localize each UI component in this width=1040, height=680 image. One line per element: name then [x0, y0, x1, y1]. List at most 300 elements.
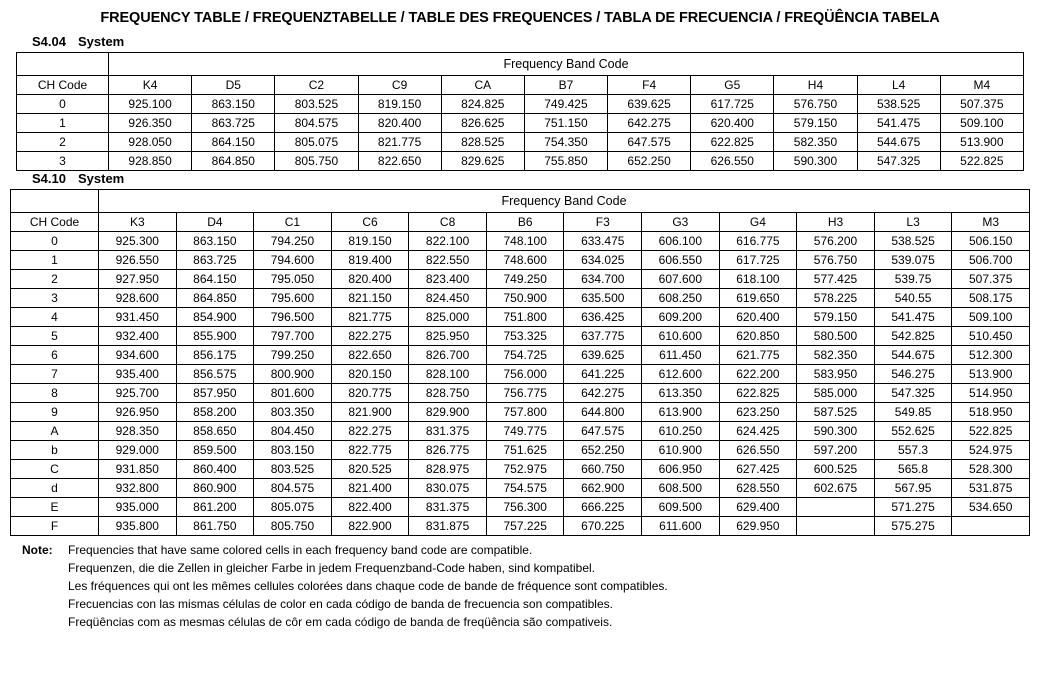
frequency-cell: 795.050: [254, 270, 332, 289]
band-code-header-cell: H4: [774, 76, 857, 95]
ch-code-cell: 8: [11, 384, 99, 403]
frequency-cell: 861.750: [176, 517, 254, 536]
frequency-cell: 856.575: [176, 365, 254, 384]
band-name-row: [11, 213, 1030, 232]
band-code-header-cell: D4: [176, 213, 254, 232]
frequency-cell: 670.225: [564, 517, 642, 536]
frequency-cell: 819.150: [331, 232, 409, 251]
frequency-cell: 932.800: [99, 479, 177, 498]
frequency-cell: 647.575: [608, 133, 691, 152]
frequency-cell: 617.725: [691, 95, 774, 114]
frequency-cell: 822.100: [409, 232, 487, 251]
frequency-cell: 608.500: [642, 479, 720, 498]
section-system-s410: System: [77, 171, 125, 186]
band-header-row: [11, 190, 1030, 213]
table-row: [11, 270, 1030, 289]
frequency-cell: 805.075: [254, 498, 332, 517]
ch-code-cell: 3: [17, 152, 109, 171]
frequency-cell: 864.150: [192, 133, 275, 152]
frequency-cell: 547.325: [874, 384, 952, 403]
frequency-cell: 613.350: [642, 384, 720, 403]
frequency-cell: 627.425: [719, 460, 797, 479]
band-code-header-cell: F4: [608, 76, 691, 95]
table-row: [11, 460, 1030, 479]
frequency-cell: 541.475: [857, 114, 940, 133]
table-row: [17, 133, 1024, 152]
frequency-cell: 610.600: [642, 327, 720, 346]
ch-code-header: CH Code: [17, 76, 109, 95]
frequency-cell: 820.400: [358, 114, 441, 133]
frequency-cell: 753.325: [486, 327, 564, 346]
frequency-cell: 824.825: [441, 95, 524, 114]
frequency-cell: 642.275: [608, 114, 691, 133]
frequency-cell: 828.975: [409, 460, 487, 479]
frequency-cell: 611.600: [642, 517, 720, 536]
frequency-cell: 647.575: [564, 422, 642, 441]
frequency-cell: 539.075: [874, 251, 952, 270]
frequency-cell: 620.400: [691, 114, 774, 133]
frequency-cell: 507.375: [952, 270, 1030, 289]
frequency-cell: 755.850: [524, 152, 607, 171]
band-code-header-cell: CA: [441, 76, 524, 95]
ch-code-cell: E: [11, 498, 99, 517]
frequency-table-s410: [10, 189, 1030, 536]
section-system-s404: System: [77, 34, 125, 49]
frequency-cell: 618.100: [719, 270, 797, 289]
band-code-header-cell: M3: [952, 213, 1030, 232]
frequency-cell: 800.900: [254, 365, 332, 384]
ch-code-cell: 4: [11, 308, 99, 327]
frequency-cell: 860.400: [176, 460, 254, 479]
frequency-cell: 577.425: [797, 270, 875, 289]
band-code-header-cell: L4: [857, 76, 940, 95]
frequency-cell: 751.800: [486, 308, 564, 327]
frequency-cell: 641.225: [564, 365, 642, 384]
frequency-cell: 756.775: [486, 384, 564, 403]
frequency-cell: 825.000: [409, 308, 487, 327]
frequency-cell: 576.750: [774, 95, 857, 114]
ch-code-cell: 7: [11, 365, 99, 384]
band-code-header-cell: C1: [254, 213, 332, 232]
frequency-cell: 803.350: [254, 403, 332, 422]
band-code-header-cell: M4: [940, 76, 1023, 95]
band-code-header-cell: H3: [797, 213, 875, 232]
frequency-cell: 826.625: [441, 114, 524, 133]
table-row: [11, 517, 1030, 536]
ch-code-cell: 1: [11, 251, 99, 270]
frequency-cell: 754.575: [486, 479, 564, 498]
frequency-cell: 644.800: [564, 403, 642, 422]
frequency-cell: 830.075: [409, 479, 487, 498]
ch-code-cell: 3: [11, 289, 99, 308]
frequency-cell: 821.150: [331, 289, 409, 308]
frequency-cell: 928.050: [109, 133, 192, 152]
frequency-cell: 565.8: [874, 460, 952, 479]
frequency-cell: [797, 498, 875, 517]
band-code-header-cell: B6: [486, 213, 564, 232]
notes-label: Note:: [22, 543, 53, 557]
table-row: [11, 365, 1030, 384]
frequency-cell: 824.450: [409, 289, 487, 308]
frequency-cell: 617.725: [719, 251, 797, 270]
band-code-header-cell: G3: [642, 213, 720, 232]
frequency-cell: 513.900: [940, 133, 1023, 152]
frequency-cell: 622.825: [719, 384, 797, 403]
note-row: [22, 543, 1030, 557]
band-code-header-cell: K4: [109, 76, 192, 95]
frequency-cell: 600.525: [797, 460, 875, 479]
table-row: [11, 289, 1030, 308]
frequency-cell: 506.150: [952, 232, 1030, 251]
band-code-header-cell: L3: [874, 213, 952, 232]
table-row: [11, 384, 1030, 403]
frequency-cell: 821.900: [331, 403, 409, 422]
frequency-cell: 861.200: [176, 498, 254, 517]
frequency-cell: 620.850: [719, 327, 797, 346]
note-row: [68, 615, 1030, 629]
band-code-header-cell: G5: [691, 76, 774, 95]
frequency-cell: 932.400: [99, 327, 177, 346]
note-line-de: Frequenzen, die die Zellen in gleicher Farbe in jedem Frequenzband-Code haben, sind kompatibel.: [68, 561, 595, 575]
frequency-cell: 609.200: [642, 308, 720, 327]
frequency-cell: 531.875: [952, 479, 1030, 498]
frequency-band-code-header: Frequency Band Code: [99, 190, 1030, 213]
table-row: [11, 308, 1030, 327]
band-name-row: [17, 76, 1024, 95]
frequency-cell: 751.625: [486, 441, 564, 460]
frequency-cell: 579.150: [774, 114, 857, 133]
table-row: [11, 346, 1030, 365]
frequency-cell: 927.950: [99, 270, 177, 289]
frequency-cell: 931.850: [99, 460, 177, 479]
frequency-cell: 567.95: [874, 479, 952, 498]
band-code-header-cell: C6: [331, 213, 409, 232]
frequency-cell: 796.500: [254, 308, 332, 327]
frequency-cell: 925.300: [99, 232, 177, 251]
frequency-cell: 749.775: [486, 422, 564, 441]
frequency-cell: 828.525: [441, 133, 524, 152]
frequency-cell: 856.175: [176, 346, 254, 365]
frequency-cell: 571.275: [874, 498, 952, 517]
frequency-cell: 524.975: [952, 441, 1030, 460]
frequency-cell: 822.650: [358, 152, 441, 171]
ch-code-cell: 0: [11, 232, 99, 251]
frequency-cell: 829.625: [441, 152, 524, 171]
frequency-cell: 860.900: [176, 479, 254, 498]
ch-code-cell: 9: [11, 403, 99, 422]
band-code-header-cell: K3: [99, 213, 177, 232]
note-row: [68, 561, 1030, 575]
band-code-header-cell: C8: [409, 213, 487, 232]
frequency-cell: 931.450: [99, 308, 177, 327]
frequency-cell: 863.725: [176, 251, 254, 270]
frequency-cell: 822.900: [331, 517, 409, 536]
table-row: [11, 498, 1030, 517]
frequency-cell: 587.525: [797, 403, 875, 422]
frequency-cell: 597.200: [797, 441, 875, 460]
frequency-cell: 616.775: [719, 232, 797, 251]
ch-code-cell: 5: [11, 327, 99, 346]
frequency-cell: 514.950: [952, 384, 1030, 403]
frequency-cell: 829.900: [409, 403, 487, 422]
frequency-cell: 828.750: [409, 384, 487, 403]
frequency-cell: 634.025: [564, 251, 642, 270]
frequency-cell: 926.550: [99, 251, 177, 270]
note-line-pt: Freqüências com as mesmas células de côr em cada código de banda de freqüência são compativeis.: [68, 615, 613, 629]
frequency-cell: 928.600: [99, 289, 177, 308]
frequency-cell: 544.675: [857, 133, 940, 152]
frequency-cell: 822.275: [331, 422, 409, 441]
frequency-cell: 610.250: [642, 422, 720, 441]
frequency-cell: 606.100: [642, 232, 720, 251]
note-row: [68, 597, 1030, 611]
frequency-cell: 749.425: [524, 95, 607, 114]
frequency-cell: 820.775: [331, 384, 409, 403]
frequency-cell: 626.550: [691, 152, 774, 171]
frequency-cell: 754.725: [486, 346, 564, 365]
frequency-cell: 557.3: [874, 441, 952, 460]
frequency-cell: 803.150: [254, 441, 332, 460]
frequency-cell: 854.900: [176, 308, 254, 327]
frequency-cell: 820.400: [331, 270, 409, 289]
frequency-cell: 619.650: [719, 289, 797, 308]
frequency-cell: 805.750: [254, 517, 332, 536]
frequency-cell: 805.075: [275, 133, 358, 152]
frequency-cell: 819.400: [331, 251, 409, 270]
frequency-cell: 757.800: [486, 403, 564, 422]
frequency-cell: 544.675: [874, 346, 952, 365]
frequency-cell: 935.000: [99, 498, 177, 517]
frequency-cell: 590.300: [774, 152, 857, 171]
frequency-cell: 509.100: [952, 308, 1030, 327]
ch-code-cell: 2: [11, 270, 99, 289]
frequency-cell: 820.150: [331, 365, 409, 384]
frequency-cell: 831.375: [409, 422, 487, 441]
frequency-cell: 575.275: [874, 517, 952, 536]
frequency-cell: 864.850: [176, 289, 254, 308]
frequency-cell: 590.300: [797, 422, 875, 441]
frequency-cell: 576.750: [797, 251, 875, 270]
band-header-row: [17, 53, 1024, 76]
frequency-cell: 751.150: [524, 114, 607, 133]
table-row: [11, 441, 1030, 460]
ch-code-cell: b: [11, 441, 99, 460]
table-row: [17, 114, 1024, 133]
frequency-cell: 636.425: [564, 308, 642, 327]
frequency-cell: 510.450: [952, 327, 1030, 346]
frequency-cell: 823.400: [409, 270, 487, 289]
ch-code-cell: C: [11, 460, 99, 479]
frequency-cell: 622.825: [691, 133, 774, 152]
frequency-cell: 629.400: [719, 498, 797, 517]
frequency-cell: 538.525: [857, 95, 940, 114]
frequency-cell: 857.950: [176, 384, 254, 403]
frequency-cell: 863.150: [192, 95, 275, 114]
frequency-cell: 580.500: [797, 327, 875, 346]
frequency-cell: 611.450: [642, 346, 720, 365]
frequency-cell: 803.525: [254, 460, 332, 479]
frequency-cell: 607.600: [642, 270, 720, 289]
frequency-cell: 804.575: [254, 479, 332, 498]
frequency-cell: 794.600: [254, 251, 332, 270]
ch-code-cell: 2: [17, 133, 109, 152]
frequency-cell: 662.900: [564, 479, 642, 498]
band-code-header-cell: C2: [275, 76, 358, 95]
ch-code-cell: 6: [11, 346, 99, 365]
frequency-cell: 582.350: [774, 133, 857, 152]
frequency-cell: 622.200: [719, 365, 797, 384]
ch-code-cell: F: [11, 517, 99, 536]
table-row: [11, 232, 1030, 251]
frequency-cell: 757.225: [486, 517, 564, 536]
frequency-cell: 821.400: [331, 479, 409, 498]
frequency-cell: [797, 517, 875, 536]
table-corner-cell: [11, 190, 99, 213]
frequency-cell: 508.175: [952, 289, 1030, 308]
frequency-cell: 928.850: [109, 152, 192, 171]
frequency-cell: 583.950: [797, 365, 875, 384]
frequency-cell: 620.400: [719, 308, 797, 327]
frequency-cell: 534.650: [952, 498, 1030, 517]
table-row: [11, 422, 1030, 441]
band-code-header-cell: G4: [719, 213, 797, 232]
frequency-cell: 540.55: [874, 289, 952, 308]
frequency-cell: 748.100: [486, 232, 564, 251]
section-code-s404: S4.04: [32, 34, 66, 49]
frequency-cell: 639.625: [608, 95, 691, 114]
frequency-cell: 522.825: [940, 152, 1023, 171]
frequency-cell: 756.300: [486, 498, 564, 517]
frequency-cell: 626.550: [719, 441, 797, 460]
frequency-cell: 858.200: [176, 403, 254, 422]
frequency-band-code-header: Frequency Band Code: [109, 53, 1024, 76]
frequency-cell: 803.525: [275, 95, 358, 114]
frequency-cell: 863.725: [192, 114, 275, 133]
frequency-cell: 864.150: [176, 270, 254, 289]
frequency-cell: 578.225: [797, 289, 875, 308]
note-line-fr: Les fréquences qui ont les mêmes cellules colorées dans chaque code de bande de fréquence sont compatibles.: [68, 579, 668, 593]
frequency-cell: 805.750: [275, 152, 358, 171]
frequency-cell: 925.700: [99, 384, 177, 403]
frequency-cell: 821.775: [331, 308, 409, 327]
frequency-cell: 606.950: [642, 460, 720, 479]
frequency-cell: 822.650: [331, 346, 409, 365]
table-corner-cell: [17, 53, 109, 76]
band-code-header-cell: F3: [564, 213, 642, 232]
frequency-cell: 585.000: [797, 384, 875, 403]
table-row: [17, 152, 1024, 171]
frequency-cell: 576.200: [797, 232, 875, 251]
frequency-cell: 538.525: [874, 232, 952, 251]
frequency-cell: 859.500: [176, 441, 254, 460]
frequency-cell: 934.600: [99, 346, 177, 365]
frequency-cell: 642.275: [564, 384, 642, 403]
frequency-cell: 608.250: [642, 289, 720, 308]
notes-block: [10, 543, 1030, 629]
frequency-cell: 926.950: [99, 403, 177, 422]
frequency-cell: 831.375: [409, 498, 487, 517]
frequency-cell: 610.900: [642, 441, 720, 460]
frequency-cell: 754.350: [524, 133, 607, 152]
frequency-cell: 552.625: [874, 422, 952, 441]
frequency-cell: 795.600: [254, 289, 332, 308]
frequency-cell: 935.800: [99, 517, 177, 536]
band-code-header-cell: C9: [358, 76, 441, 95]
band-code-header-cell: B7: [524, 76, 607, 95]
frequency-cell: 522.825: [952, 422, 1030, 441]
frequency-cell: 822.275: [331, 327, 409, 346]
frequency-cell: 797.700: [254, 327, 332, 346]
frequency-cell: 652.250: [564, 441, 642, 460]
frequency-cell: 750.900: [486, 289, 564, 308]
frequency-cell: 855.900: [176, 327, 254, 346]
frequency-cell: 801.600: [254, 384, 332, 403]
frequency-cell: 549.85: [874, 403, 952, 422]
frequency-cell: 864.850: [192, 152, 275, 171]
frequency-cell: 639.625: [564, 346, 642, 365]
frequency-cell: 748.600: [486, 251, 564, 270]
frequency-cell: 624.425: [719, 422, 797, 441]
frequency-cell: 637.775: [564, 327, 642, 346]
frequency-cell: 518.950: [952, 403, 1030, 422]
frequency-cell: 828.100: [409, 365, 487, 384]
table-row: [17, 95, 1024, 114]
frequency-cell: 804.575: [275, 114, 358, 133]
ch-code-cell: A: [11, 422, 99, 441]
frequency-cell: 929.000: [99, 441, 177, 460]
frequency-cell: 539.75: [874, 270, 952, 289]
section-label-s404: [32, 34, 1030, 49]
frequency-cell: 623.250: [719, 403, 797, 422]
page-title: FREQUENCY TABLE / FREQUENZTABELLE / TABLE DES FREQUENCES / TABLA DE FRECUENCIA / FREQÜÊNCIA TABELA: [100, 10, 940, 26]
frequency-cell: 635.500: [564, 289, 642, 308]
frequency-cell: 660.750: [564, 460, 642, 479]
frequency-cell: 542.825: [874, 327, 952, 346]
table-row: [11, 403, 1030, 422]
note-line-es: Frecuencias con las mismas células de color en cada código de banda de frecuencia son compatibles.: [68, 597, 613, 611]
frequency-cell: 928.350: [99, 422, 177, 441]
frequency-cell: 804.450: [254, 422, 332, 441]
frequency-cell: 546.275: [874, 365, 952, 384]
frequency-cell: 612.600: [642, 365, 720, 384]
frequency-cell: 541.475: [874, 308, 952, 327]
frequency-cell: 507.375: [940, 95, 1023, 114]
frequency-cell: 528.300: [952, 460, 1030, 479]
frequency-cell: 621.775: [719, 346, 797, 365]
table-row: [11, 479, 1030, 498]
frequency-cell: 863.150: [176, 232, 254, 251]
frequency-cell: 831.875: [409, 517, 487, 536]
frequency-cell: 799.250: [254, 346, 332, 365]
band-code-header-cell: D5: [192, 76, 275, 95]
frequency-cell: 925.100: [109, 95, 192, 114]
section-label-s410: [32, 171, 1030, 186]
frequency-cell: 634.700: [564, 270, 642, 289]
frequency-cell: 509.100: [940, 114, 1023, 133]
frequency-cell: 821.775: [358, 133, 441, 152]
frequency-cell: 935.400: [99, 365, 177, 384]
frequency-cell: 606.550: [642, 251, 720, 270]
frequency-cell: 826.775: [409, 441, 487, 460]
frequency-cell: 613.900: [642, 403, 720, 422]
frequency-table-s404: [16, 52, 1024, 171]
frequency-cell: 512.300: [952, 346, 1030, 365]
frequency-cell: 547.325: [857, 152, 940, 171]
ch-code-cell: 1: [17, 114, 109, 133]
ch-code-header: CH Code: [11, 213, 99, 232]
frequency-cell: 633.475: [564, 232, 642, 251]
frequency-cell: 629.950: [719, 517, 797, 536]
